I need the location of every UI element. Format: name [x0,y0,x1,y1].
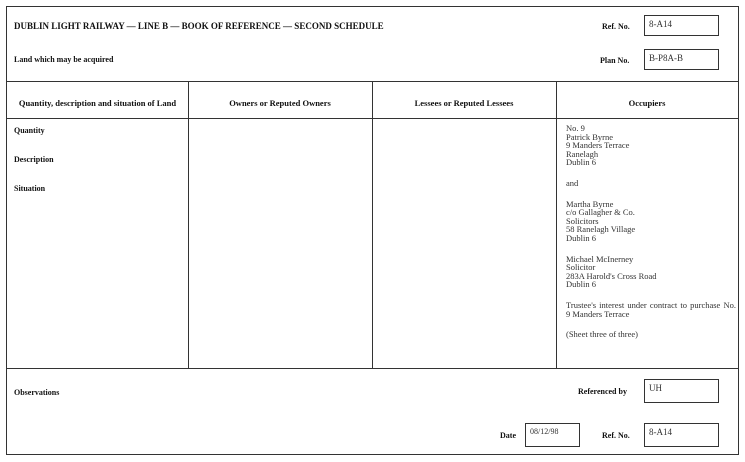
plan-no-label: Plan No. [600,56,630,65]
column-header-owners: Owners or Reputed Owners [229,97,331,108]
document-title: DUBLIN LIGHT RAILWAY — LINE B — BOOK OF REFERENCE — SECOND SCHEDULE [14,21,384,31]
referenced-by-label: Referenced by [578,387,627,396]
date-label: Date [500,431,516,440]
occupier-line: Ranelagh [566,148,599,159]
sheet-note: (Sheet three of three) [566,329,638,340]
ref-no-field[interactable]: 8-A14 [644,15,719,36]
column-divider-3 [556,81,557,368]
column-header-land: Quantity, description and situation of Land [18,97,177,108]
occupier-line: Martha Byrne [566,198,614,209]
document-subtitle: Land which may be acquired [14,55,114,64]
occupier-line: Solicitors [566,215,599,226]
ref-no-label: Ref. No. [602,22,630,31]
occupier-line: Patrick Byrne [566,131,613,142]
occupier-block-1 [566,124,736,167]
description-label: Description [14,155,54,164]
quantity-label: Quantity [14,126,45,135]
occupier-line: Dublin 6 [566,279,596,290]
column-header-lessees: Lessees or Reputed Lessees [414,97,514,108]
occupier-line: 58 Ranelagh Village [566,224,636,235]
footer-ref-no-label: Ref. No. [602,431,630,440]
table-bottom-rule [6,368,739,369]
occupier-block-3 [566,255,736,289]
occupier-line: Solicitor [566,262,596,273]
referenced-by-field[interactable]: UH [644,379,719,403]
occupier-line: No. 9 [566,123,585,133]
occupier-line: Dublin 6 [566,157,596,168]
plan-no-field[interactable]: B-P8A-B [644,49,719,70]
observations-label: Observations [14,388,60,397]
occupier-line: 283A Harold's Cross Road [566,270,657,281]
column-header-occupiers: Occupiers [628,97,666,108]
column-divider-2 [372,81,373,368]
footer-ref-no-field[interactable]: 8-A14 [644,423,719,447]
occupier-line: Michael McInerney [566,253,634,264]
situation-label: Situation [14,184,46,193]
occupier-note: Trustee's interest under contract to purchase No. 9 Manders Terrace [566,299,736,319]
column-divider-1 [188,81,189,368]
occupier-line: c/o Gallagher & Co. [566,207,635,218]
occupiers-cell [566,124,736,339]
date-field[interactable]: 08/12/98 [525,423,580,447]
occupier-line: Dublin 6 [566,232,596,243]
occupier-and: and [566,177,579,188]
occupier-line: 9 Manders Terrace [566,140,630,151]
occupier-block-2 [566,200,736,243]
